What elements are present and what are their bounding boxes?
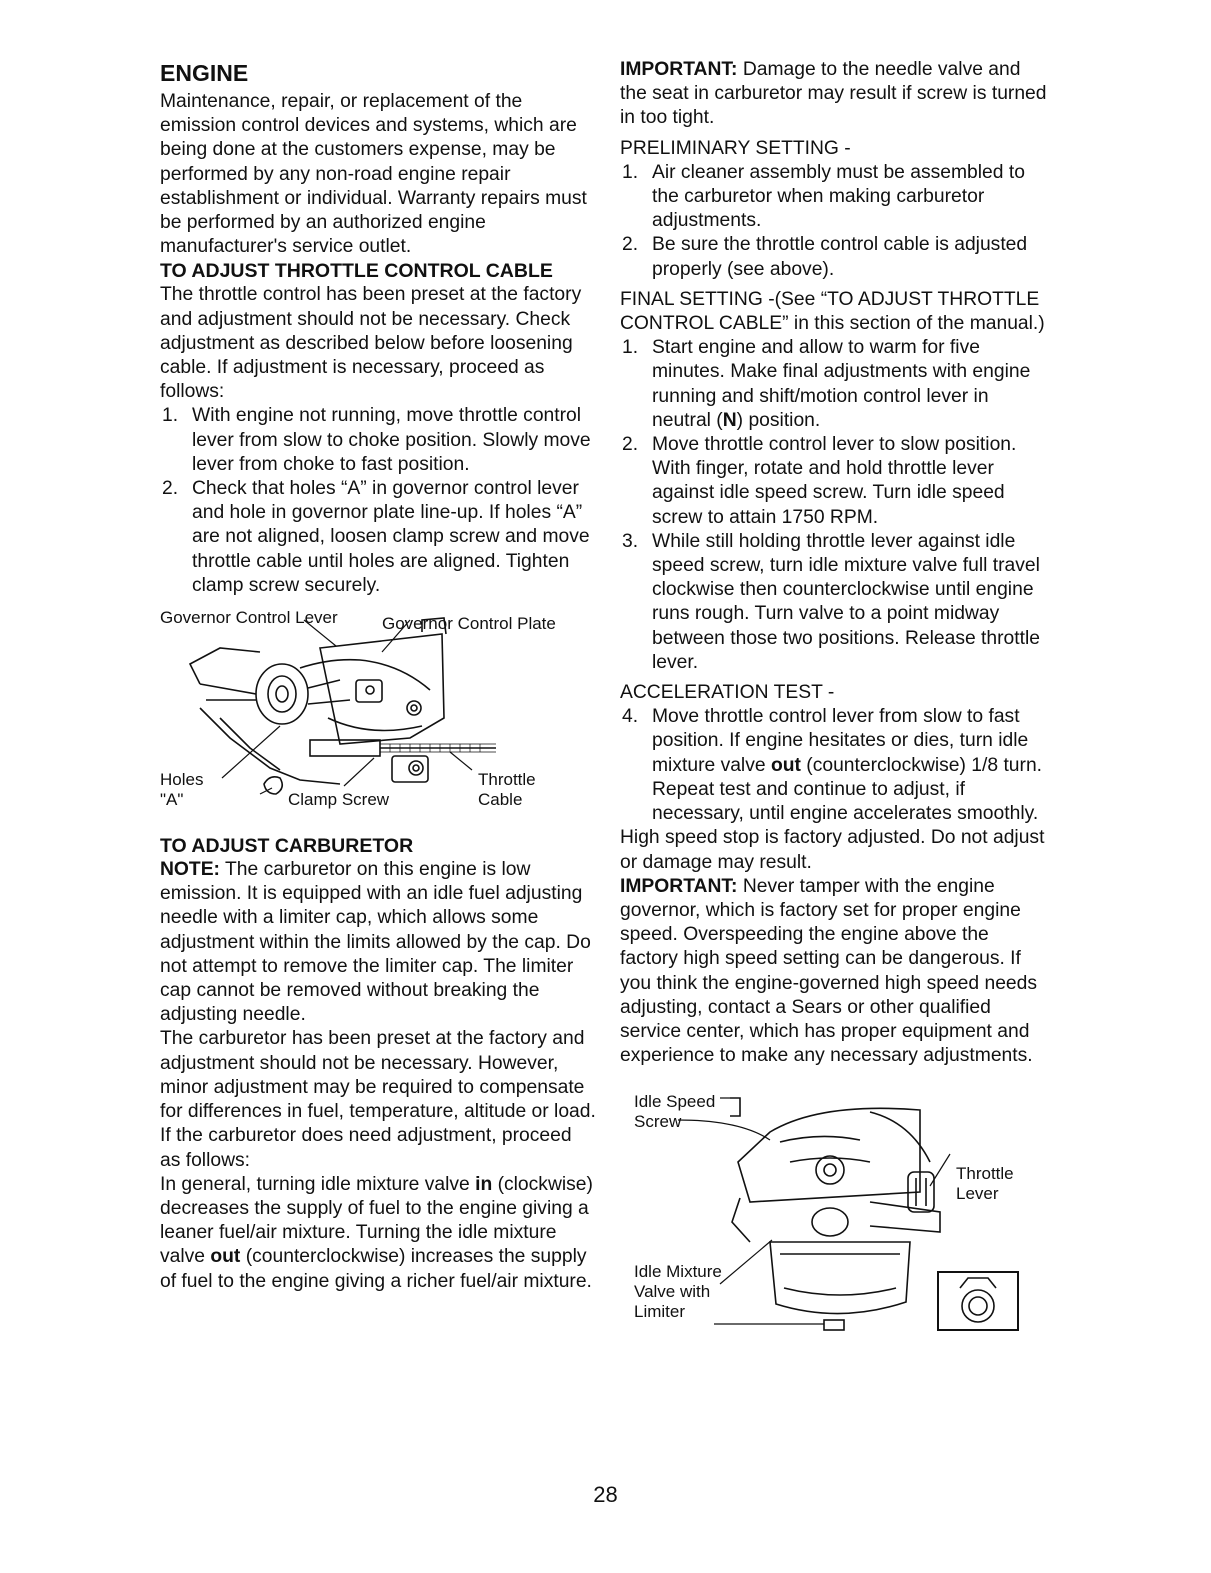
final-steps — [620, 336, 1050, 675]
idle-mixture-label: Idle Mixture — [634, 1262, 722, 1282]
step-text: Air cleaner assembly must be assembled to the carburetor when making carburetor adjustments. — [652, 161, 1025, 232]
throttle-intro: The throttle control has been preset at the factory and adjustment should not be necessary. Check adjustment as described below before loosening cable. If adjustment is necessary, proceed as follows: — [160, 284, 582, 403]
step-text: (counterclockwise) 1/8 turn. Repeat test and continue to adjust, if necessary, until engine accelerates smoothly. — [652, 754, 1043, 825]
step-number: 2. — [622, 234, 639, 256]
step-text: Check that holes “A” in governor control lever and hole in governor plate line-up. If holes “A” are not aligned, loosen clamp screw and move throttle cable until holes are aligned. Tighten clamp screw securely. — [192, 478, 590, 596]
note-label: NOTE: — [160, 859, 220, 881]
important-text: Never tamper with the engine governor, which is factory set for proper engine speed. Overspeeding the engine above the factory high speed setting can be dangerous. If you think the engine-governed high speed needs adjusting, contact a Sears or other qualified service center, which has proper equipment and experience to make any necessary adjustments. — [620, 875, 1038, 1067]
important-paragraph-1 — [620, 58, 1050, 131]
limiter-label: Limiter — [634, 1302, 686, 1322]
important-label: IMPORTANT: — [620, 59, 738, 80]
important-label: IMPORTANT: — [620, 875, 738, 897]
general-text-b: (clockwise) decreases the supply of fuel to the engine giving a leaner fuel/air mixture. Turning the idle mixture valve — [160, 1173, 593, 1268]
carburetor-figure — [620, 1092, 1050, 1342]
clamp-screw-label: Clamp Screw — [288, 790, 390, 810]
step-number: 3. — [622, 530, 639, 552]
page-number: 28 — [593, 1482, 618, 1507]
throttle-label: Throttle — [956, 1164, 1014, 1184]
step-text: Start engine and allow to warm for five minutes. Make final adjustments with engine running and shift/motion control lever in neutral ( — [652, 337, 1031, 431]
throttle-steps — [160, 404, 596, 598]
general-out-bold: out — [210, 1246, 241, 1268]
step-text: With engine not running, move throttle control lever from slow to choke position. Slowly move lever from choke to fast position. — [192, 405, 591, 475]
general-text-a: In general, turning idle mixture valve — [160, 1173, 476, 1195]
final-heading: FINAL SETTING -(See “TO ADJUST THROTTLE CONTROL CABLE” in this section of the manual.) — [620, 288, 1045, 335]
lever-label: Lever — [956, 1184, 999, 1204]
general-text-c: (counterclockwise) increases the supply of fuel to the engine giving a richer fuel/air mixture. — [160, 1246, 592, 1292]
throttle-heading: TO ADJUST THROTTLE CONTROL CABLE — [160, 260, 553, 283]
list-item — [620, 433, 1050, 530]
carb-preset-text: The carburetor has been preset at the factory and adjustment should not be necessary. However, minor adjustment may be required to compensate for differences in fuel, temperature, altitude or load. If the carburetor does need adjustment, proceed as follows: — [160, 1028, 596, 1171]
governor-lever-label: Governor Control Lever — [160, 608, 338, 628]
acceleration-heading: ACCELERATION TEST - — [620, 682, 835, 704]
step-number: 4. — [622, 706, 639, 728]
screw-label: Screw — [634, 1112, 682, 1132]
engine-text: Maintenance, repair, or replacement of the emission control devices and systems, which are being done at the customers expense, may be performed by any non-road engine repair establishment or individual. Warranty repairs must be performed by an authorized engine manufacturer's service outlet. — [160, 91, 587, 258]
cable-label: Cable — [478, 790, 523, 810]
neutral-bold: N — [722, 409, 737, 431]
carburetor-heading: TO ADJUST CARBURETOR — [160, 835, 414, 858]
valve-with-label: Valve with — [634, 1282, 711, 1302]
fuel-bowl-shape — [770, 1242, 910, 1314]
list-item — [160, 477, 596, 598]
list-item — [620, 705, 1050, 826]
general-paragraph — [160, 1173, 596, 1294]
throttle-label: Throttle — [478, 770, 536, 790]
right-column — [620, 58, 1050, 1342]
step-text: Move throttle control lever to slow position. With finger, rotate and hold throttle lever against idle speed screw. Turn idle speed screw to attain 1750 RPM. — [652, 434, 1017, 528]
list-item — [620, 530, 1050, 675]
holes-label: Holes — [160, 770, 204, 790]
high-speed-text: High speed stop is factory adjusted. Do not adjust or damage may result. — [620, 827, 1045, 873]
step-number: 1. — [622, 161, 639, 183]
step-number: 1. — [622, 337, 639, 359]
left-column — [160, 58, 596, 1294]
idle-speed-label: Idle Speed — [634, 1092, 716, 1112]
acceleration-steps — [620, 705, 1050, 826]
list-item — [620, 336, 1050, 433]
out-bold: out — [770, 754, 801, 776]
step-number: 2. — [622, 434, 639, 456]
carburetor-body-shape — [738, 1109, 920, 1203]
preliminary-steps — [620, 161, 1050, 282]
governor-lever-shape — [256, 664, 308, 724]
general-in-bold: in — [475, 1173, 493, 1195]
note-text: The carburetor on this engine is low emission. It is equipped with an idle fuel adjusting needle with a limiter cap, which allows some adjustment within the limits allowed by the cap. Do not attempt to remove the limiter cap. The limiter cap cannot be removed without breaking the adjusting needle. — [160, 859, 591, 1026]
step-text: Be sure the throttle control cable is adjusted properly (see above). — [652, 234, 1028, 280]
step-text: While still holding throttle lever against idle speed screw, turn idle mixture valve full travel clockwise then counterclockwise until engine runs rough. Turn valve to a point midway between those two positions. Release throttle lever. — [652, 530, 1040, 673]
throttle-cable-figure — [160, 608, 596, 830]
step-number: 1. — [162, 405, 179, 427]
list-item — [160, 404, 596, 477]
list-item — [620, 233, 1050, 281]
step-text: ) position. — [736, 409, 821, 431]
preliminary-heading: PRELIMINARY SETTING - — [620, 137, 851, 159]
important-text: Damage to the needle valve and the seat in carburetor may result if screw is turned in too tight. — [620, 59, 1047, 129]
governor-plate-label: Governor Control Plate — [382, 614, 556, 634]
step-number: 2. — [162, 478, 179, 500]
note-paragraph — [160, 858, 596, 1027]
holes-a-label: "A" — [160, 790, 184, 810]
step-text: Move throttle control lever from slow to fast position. If engine hesitates or dies, turn idle mixture valve — [652, 706, 1029, 776]
engine-heading: ENGINE — [160, 60, 249, 86]
list-item — [620, 161, 1050, 234]
important-paragraph-2 — [620, 875, 1050, 1069]
